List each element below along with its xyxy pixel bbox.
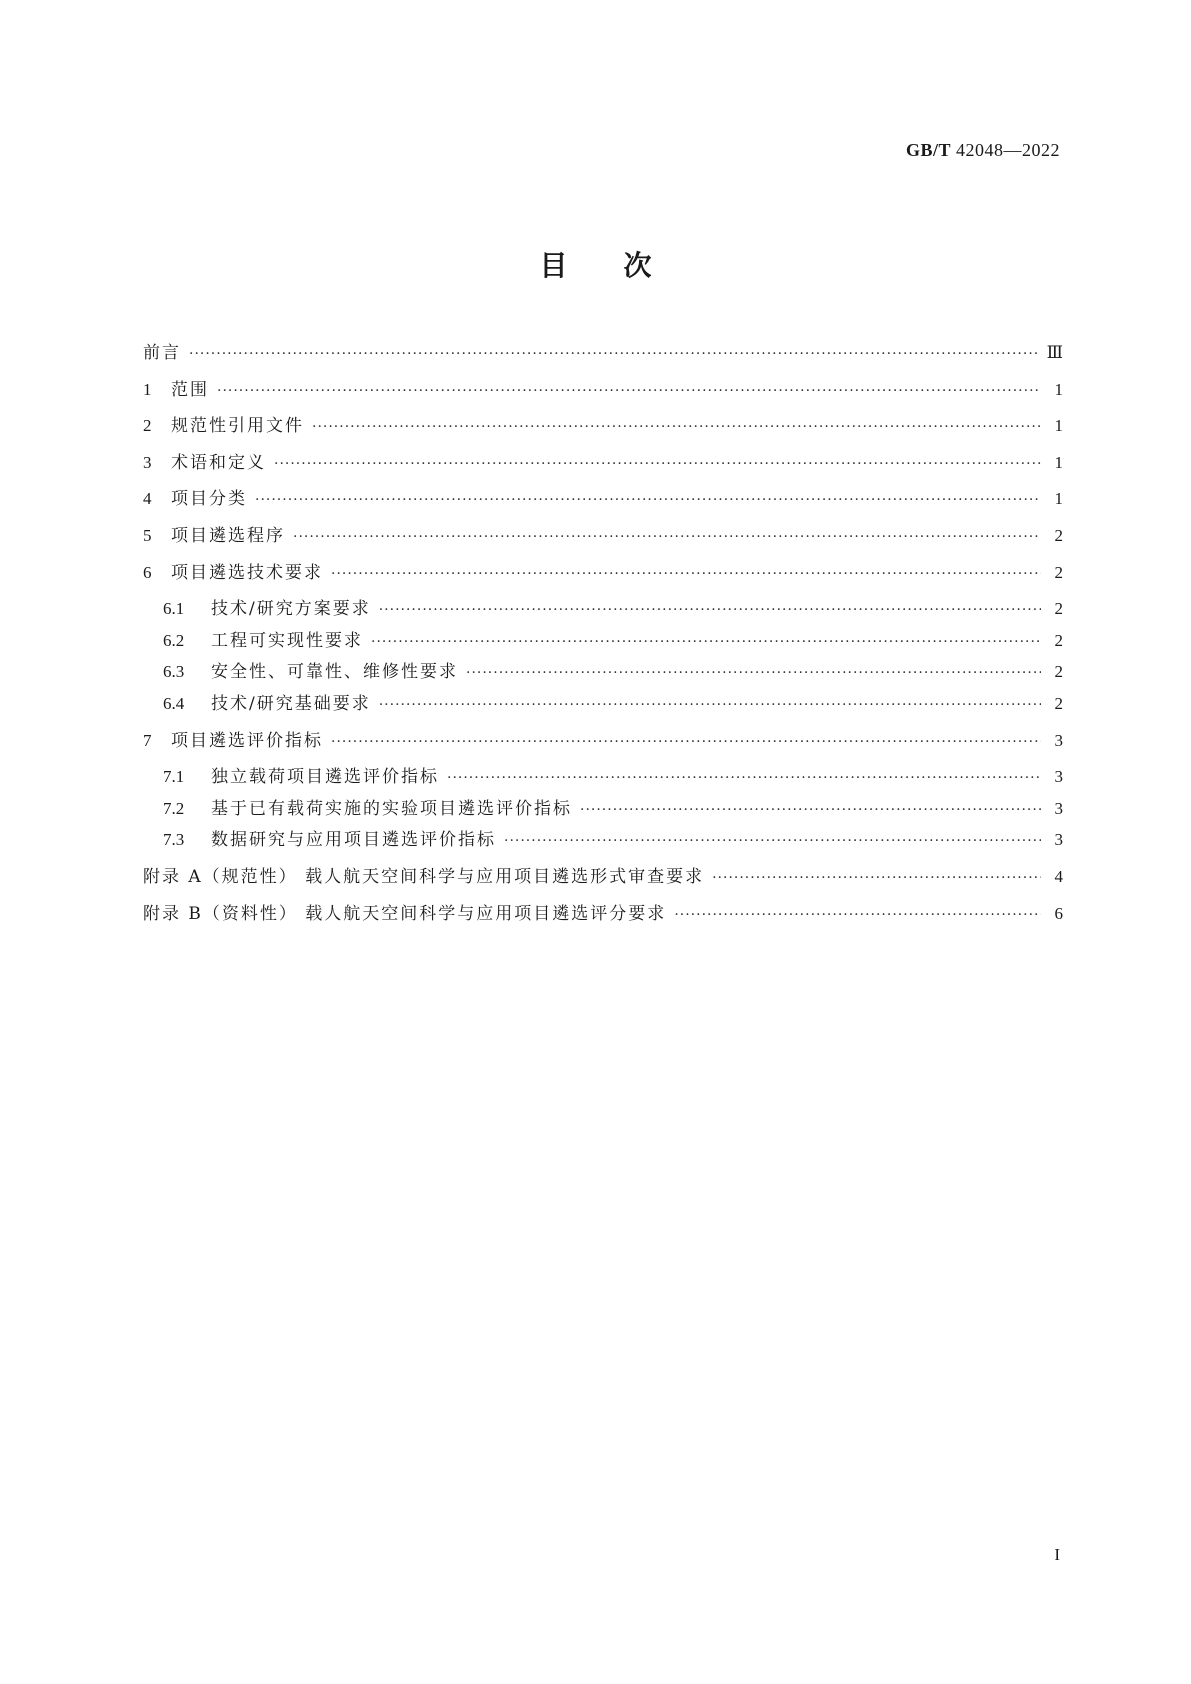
toc-entry-page: 1: [1054, 452, 1063, 472]
toc-entry-label: 工程可实现性要求: [211, 630, 363, 651]
toc-entry-page: 4: [1054, 866, 1063, 886]
toc-entry-page: 2: [1054, 693, 1063, 713]
page-number: I: [1054, 1545, 1060, 1564]
toc-entry-6-2[interactable]: [143, 626, 1063, 658]
toc-entry-7-1[interactable]: [143, 762, 1063, 794]
toc-leader-dots: [712, 870, 1041, 886]
toc-entry-4[interactable]: [143, 484, 1063, 521]
toc-leader-dots: [674, 907, 1041, 923]
toc-entry-number: 7.1: [163, 767, 185, 787]
toc-entry-page: 1: [1054, 416, 1063, 436]
toc-entry-number: 6.1: [163, 599, 185, 619]
toc-entry-label: 术语和定义: [171, 452, 266, 473]
toc-leader-dots: [293, 529, 1041, 545]
toc-entry-foreword[interactable]: [143, 338, 1063, 375]
toc-entry-number: 5: [143, 525, 152, 545]
toc-leader-dots: [255, 492, 1041, 508]
toc-leader-dots: [371, 634, 1041, 650]
toc-entry-page: 1: [1054, 489, 1063, 509]
toc-entry-label: 数据研究与应用项目遴选评价指标: [211, 830, 496, 851]
toc-leader-dots: [379, 697, 1041, 713]
toc-entry-page: 3: [1054, 767, 1063, 787]
toc-entry-3[interactable]: [143, 448, 1063, 485]
toc-entry-number: 2: [143, 416, 152, 436]
toc-entry-annex-b[interactable]: [143, 899, 1063, 936]
toc-entry-label: 独立载荷项目遴选评价指标: [211, 767, 439, 788]
toc-entry-label: 范围: [171, 379, 209, 400]
toc-entry-page: 2: [1054, 662, 1063, 682]
toc-entry-number: 6.4: [163, 693, 185, 713]
toc-entry-page: 2: [1054, 630, 1063, 650]
toc-leader-dots: [217, 383, 1041, 399]
toc-entry-page: 6: [1054, 903, 1063, 923]
standard-code-number: 42048—2022: [956, 140, 1060, 160]
toc-leader-dots: [580, 802, 1041, 818]
standard-code-prefix: GB/T: [905, 140, 951, 160]
toc-entry-6-3[interactable]: [143, 657, 1063, 689]
toc-entry-7-2[interactable]: [143, 794, 1063, 826]
toc-entry-number: 6: [143, 562, 152, 582]
toc-entry-label: 项目分类: [171, 489, 247, 510]
toc-entry-label: 附录 B（资料性） 载人航天空间科学与应用项目遴选评分要求: [143, 903, 667, 924]
toc-entry-number: 1: [143, 379, 152, 399]
toc-entry-page: 3: [1054, 798, 1063, 818]
toc-entry-number: 6.3: [163, 662, 185, 682]
toc-leader-dots: [379, 602, 1041, 618]
toc-leader-dots: [274, 456, 1041, 472]
toc-entry-label: 附录 A（规范性） 载人航天空间科学与应用项目遴选形式审查要求: [143, 866, 705, 887]
toc-entry-number: 7: [143, 730, 152, 750]
toc-entry-2[interactable]: [143, 411, 1063, 448]
toc-entry-page: 2: [1054, 599, 1063, 619]
toc-entry-label: 前言: [143, 343, 181, 363]
toc-entry-number: 6.2: [163, 630, 185, 650]
toc-entry-page: 2: [1054, 525, 1063, 545]
toc-entry-number: 7.3: [163, 830, 185, 850]
toc-entry-6-1[interactable]: [143, 594, 1063, 626]
toc-entry-5[interactable]: [143, 521, 1063, 558]
toc-entry-label: 安全性、可靠性、维修性要求: [211, 662, 458, 683]
toc-entry-page: 2: [1054, 562, 1063, 582]
toc-entry-page: 3: [1054, 830, 1063, 850]
toc-entry-7-3[interactable]: [143, 825, 1063, 857]
toc-leader-dots: [504, 833, 1041, 849]
toc-entry-7[interactable]: [143, 726, 1063, 763]
toc-entry-label: 项目遴选程序: [171, 525, 285, 546]
toc-leader-dots: [447, 770, 1041, 786]
toc-entry-number: 7.2: [163, 798, 185, 818]
toc-entry-page: Ⅲ: [1046, 343, 1063, 362]
toc-leader-dots: [331, 566, 1041, 582]
toc-entry-label: 技术/研究基础要求: [211, 693, 371, 714]
toc-entry-6-4[interactable]: [143, 689, 1063, 721]
toc-entry-page: 3: [1054, 730, 1063, 750]
toc-entry-label: 项目遴选技术要求: [171, 562, 323, 583]
toc-entry-number: 4: [143, 489, 152, 509]
toc-entry-1[interactable]: [143, 375, 1063, 412]
toc-entry-number: 3: [143, 452, 152, 472]
standard-code: [906, 140, 1060, 161]
toc-leader-dots: [331, 734, 1041, 750]
toc-leader-dots: [312, 419, 1041, 435]
toc-entry-6[interactable]: [143, 558, 1063, 595]
toc-entry-label: 技术/研究方案要求: [211, 599, 371, 620]
toc-entry-label: 基于已有载荷实施的实验项目遴选评价指标: [211, 798, 572, 819]
page-title: 目次: [539, 249, 708, 282]
toc-entry-annex-a[interactable]: [143, 862, 1063, 899]
toc-leader-dots: [189, 346, 1039, 362]
toc-entry-page: 1: [1054, 379, 1063, 399]
toc-entry-label: 规范性引用文件: [171, 416, 304, 437]
toc-leader-dots: [466, 665, 1041, 681]
table-of-contents: [143, 338, 1063, 935]
toc-entry-label: 项目遴选评价指标: [171, 730, 323, 751]
